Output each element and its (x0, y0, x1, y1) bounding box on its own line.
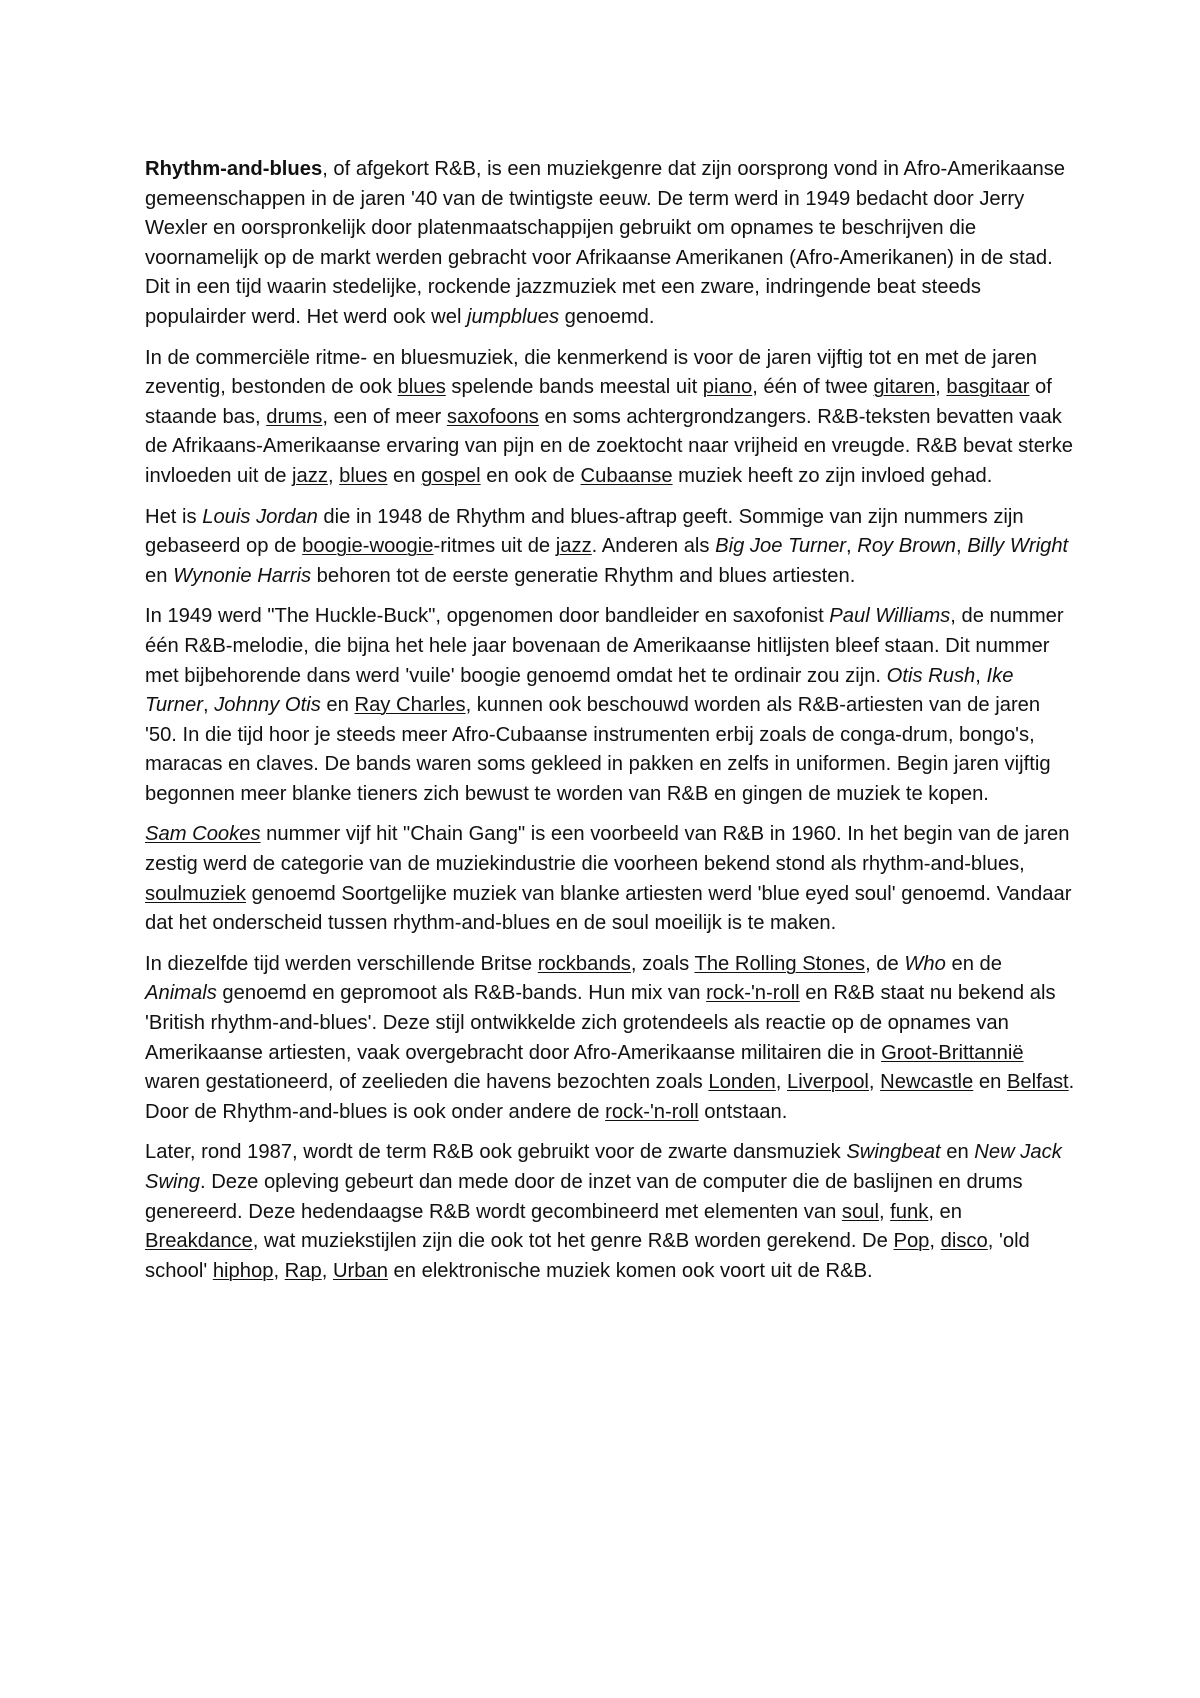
link-text[interactable]: piano (702, 376, 753, 399)
link-text[interactable]: boogie-woogie (302, 535, 434, 558)
text-run: In 1949 werd "The Huckle-Buck", opgenomen door bandleider en saxofonist (145, 605, 830, 628)
link-text[interactable]: jazz (292, 464, 328, 487)
text-run: waren gestationeerd, of zeelieden die havens bezochten zoals (145, 1071, 709, 1094)
text-run: , 'old school' (145, 1230, 1030, 1282)
paragraph-7 (145, 1138, 1075, 1286)
text-run: , (846, 535, 858, 558)
paragraph-2 (145, 344, 1075, 492)
link-text[interactable]: basgitaar (946, 376, 1030, 399)
text-run: In diezelfde tijd werden verschillende Britse (145, 952, 538, 975)
text-run: , kunnen ook beschouwd worden als R&B-artiesten van de jaren '50. In die tijd hoor je steeds meer Afro-Cubaanse instrumenten erbij zoals de conga-drum, bongo's, maracas en claves. De bands waren soms gekleed in pakken en zelfs in uniformen. Begin jaren vijftig begonnen meer blanke tieners zich bewust te worden van R&B en gingen de muziek te kopen. (145, 694, 1051, 805)
italic-text: Ike Turner (145, 664, 1014, 717)
text-run: . Anderen als (591, 535, 716, 558)
text-run: , (935, 376, 947, 399)
text-run: . Deze opleving gebeurt dan mede door de inzet van de computer die de baslijnen en drums genereerd. Deze hedendaagse R&B wordt gecombineerd met elementen van (145, 1171, 1023, 1223)
text-run: -ritmes uit de (433, 535, 556, 558)
text-run: , een of meer (322, 405, 447, 428)
italic-text: Big Joe Turner (715, 535, 847, 558)
italic-text: Johnny Otis (214, 694, 321, 717)
text-run: , (273, 1259, 285, 1282)
text-run: die in 1948 de Rhythm and blues-aftrap geeft. Sommige van zijn nummers zijn gebaseerd op de (145, 505, 1024, 558)
text-run: , (975, 664, 987, 687)
link-text[interactable]: disco (940, 1230, 988, 1253)
text-run: , (775, 1071, 787, 1094)
text-run: of staande bas, (145, 376, 1052, 428)
link-text[interactable]: Newcastle (880, 1071, 974, 1094)
link-text[interactable]: gitaren (873, 376, 936, 399)
text-run: en soms achtergrondzangers. R&B-teksten bevatten vaak de Afrikaans-Amerikaanse ervaring van pijn en de zoektocht naar vrijheid en vreugde. R&B bevat sterke invloeden uit de (145, 405, 1074, 487)
italic-text: jumpblues (467, 305, 560, 328)
link-text[interactable]: The Rolling Stones (694, 952, 866, 975)
link-text[interactable]: rockbands (537, 952, 631, 975)
italic-text: Who (904, 952, 946, 975)
italic-text: Billy Wright (967, 535, 1069, 558)
text-run: en (973, 1071, 1007, 1094)
link-text[interactable]: funk (890, 1200, 929, 1223)
link-text[interactable]: hiphop (212, 1259, 274, 1282)
document-page (145, 155, 1075, 1297)
link-text[interactable]: Breakdance (145, 1230, 253, 1253)
bold-text: Rhythm-and-blues (145, 158, 323, 180)
link-text[interactable]: Liverpool (786, 1071, 869, 1094)
text-run: nummer vijf hit "Chain Gang" is een voorbeeld van R&B in 1960. In het begin van de jaren zestig werd de categorie van de muziekindustrie die voorheen bekend stond als rhythm-and-blues, (145, 823, 1070, 876)
text-run: en de (945, 952, 1002, 975)
text-run: en (320, 694, 355, 717)
link-text[interactable]: Urban (332, 1259, 388, 1282)
italic-text: Paul Williams (829, 605, 951, 628)
link-text[interactable]: Ray Charles (354, 694, 466, 717)
text-run: Later, rond 1987, wordt de term R&B ook gebruikt voor de zwarte dansmuziek (145, 1141, 847, 1164)
italic-text: Roy Brown (857, 535, 956, 558)
text-run: en ook de (480, 464, 581, 487)
text-run: , de nummer één R&B-melodie, die bijna het hele jaar bovenaan de Amerikaanse hitlijsten bleef staan. Dit nummer met bijbehorende dans werd 'vuile' boogie genoemd omdat het te ordinair zou zijn. (145, 605, 1064, 687)
paragraph-5 (145, 820, 1075, 938)
text-run: en elektronische muziek komen ook voort uit de R&B. (387, 1259, 873, 1282)
link-text[interactable]: Cubaanse (580, 464, 673, 487)
link-text[interactable]: blues (397, 376, 446, 399)
link-text[interactable]: Groot-Brittannië (881, 1041, 1024, 1064)
text-run: , (868, 1071, 881, 1094)
text-run: , wat muziekstijlen zijn die ook tot het genre R&B worden gerekend. De (252, 1230, 894, 1253)
link-text[interactable]: drums (266, 405, 323, 428)
link-text[interactable]: Rap (284, 1259, 322, 1282)
link-text[interactable]: gospel (421, 464, 481, 487)
text-run: ontstaan. (698, 1100, 788, 1123)
text-run: en (940, 1141, 975, 1164)
text-run: , één of twee (752, 376, 874, 399)
text-run: behoren tot de eerste generatie Rhythm and blues artiesten. (311, 564, 856, 587)
paragraph-6 (145, 950, 1075, 1128)
link-text[interactable]: Pop (893, 1230, 930, 1253)
paragraph-4 (145, 602, 1075, 809)
link-text[interactable]: soul (841, 1200, 879, 1223)
italic-text: Otis Rush (886, 664, 976, 687)
text-run: , (327, 464, 340, 487)
text-run: , (929, 1230, 941, 1253)
italic-text: Wynonie Harris (173, 564, 312, 587)
text-run: genoemd Soortgelijke muziek van blanke artiesten werd 'blue eyed soul' genoemd. Vandaar dat het onderscheid tussen rhythm-and-blues en de soul moeilijk is te maken. (145, 882, 1072, 935)
text-run: , zoals (630, 952, 695, 975)
link-text[interactable]: jazz (555, 535, 592, 558)
paragraph-1 (145, 155, 1075, 333)
text-run: , of afgekort R&B, is een muziekgenre dat zijn oorsprong vond in Afro-Amerikaanse gemeenschappen in de jaren '40 van de twintigste eeuw. De term werd in 1949 bedacht door Jerry Wexler en oorspronkelijk door platenmaatschappijen gebruikt om opnames te beschrijven die voornamelijk op de markt werden gebracht voor Afrikaanse Amerikanen (Afro-Amerikanen) in de stad. Dit in een tijd waarin stedelijke, rockende jazzmuziek met een zware, indringende beat steeds populairder werd. Het werd ook wel (145, 158, 1066, 328)
link-text[interactable]: saxofoons (446, 405, 539, 428)
text-run: . Door de Rhythm-and-blues is ook onder andere de (145, 1071, 1075, 1123)
text-run: , (202, 694, 215, 717)
text-run: In de commerciële ritme- en bluesmuziek, die kenmerkend is voor de jaren vijftig tot en met de jaren zeventig, bestonden de ook (145, 346, 1038, 399)
text-run: , en (928, 1200, 963, 1223)
text-run: spelende bands meestal uit (445, 376, 703, 399)
text-run: en (387, 464, 422, 487)
text-run: Het is (145, 505, 203, 528)
italic-text: Louis Jordan (202, 505, 318, 528)
italic-text: New Jack Swing (145, 1141, 1062, 1193)
italic-text: Animals (145, 982, 217, 1005)
text-run: genoemd. (559, 305, 655, 328)
text-run: en R&B staat nu bekend als 'British rhythm-and-blues'. Deze stijl ontwikkelde zich grotendeels als reactie op de opnames van Amerikaanse artiesten, vaak overgebracht door Afro-Amerikaanse militairen die in (145, 982, 1056, 1064)
link-text[interactable]: rock-'n-roll (706, 982, 800, 1005)
text-run: muziek heeft zo zijn invloed gehad. (672, 464, 993, 487)
text-run: , (321, 1259, 333, 1282)
link-text[interactable]: blues (339, 464, 388, 487)
text-run: en (145, 564, 174, 587)
link-text[interactable]: Londen (708, 1071, 776, 1094)
text-run: , (878, 1200, 891, 1223)
text-run: genoemd en gepromoot als R&B-bands. Hun mix van (216, 982, 707, 1005)
link-text[interactable]: rock-'n-roll (605, 1100, 699, 1123)
link-text[interactable]: soulmuziek (145, 882, 246, 905)
link-text[interactable]: Sam Cookes (145, 823, 261, 846)
text-run: , (955, 535, 968, 558)
paragraph-3 (145, 503, 1075, 592)
link-text[interactable]: Belfast (1006, 1071, 1069, 1094)
italic-text: Swingbeat (846, 1141, 941, 1164)
text-run: , de (865, 952, 905, 975)
